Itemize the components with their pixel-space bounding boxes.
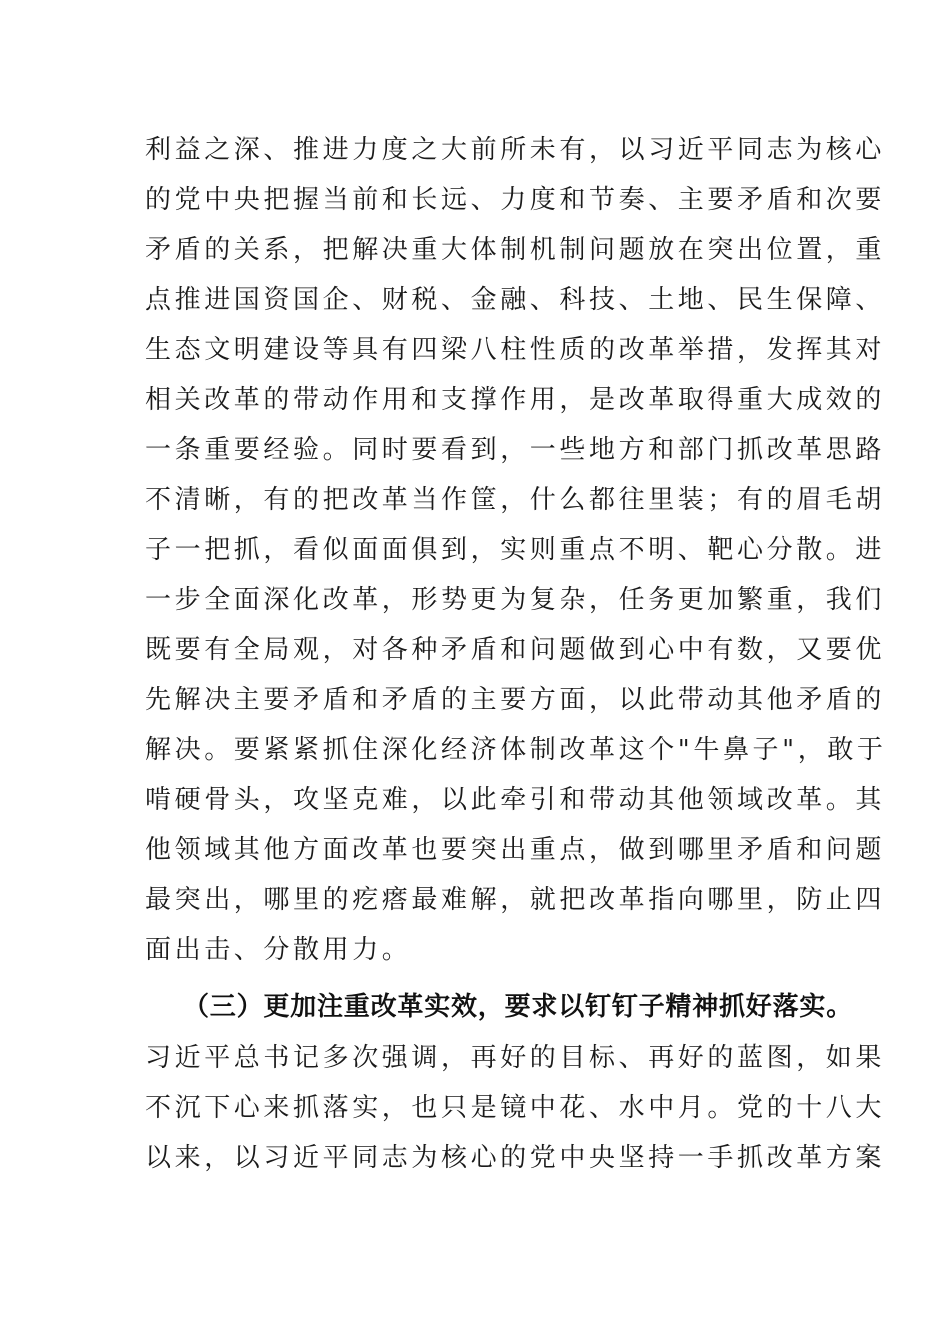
body-line: 一步全面深化改革，形势更为复杂，任务更加繁重，我们 [145,585,886,615]
body-line: 既要有全局观，对各种矛盾和问题做到心中有数，又要优 [145,635,886,665]
body-line: 以来，以习近平同志为核心的党中央坚持一手抓改革方案 [145,1143,886,1173]
body-line: 他领域其他方面改革也要突出重点，做到哪里矛盾和问题 [145,835,886,865]
body-line: 最突出，哪里的疙瘩最难解，就把改革指向哪里，防止四 [145,885,886,915]
body-line: 不沉下心来抓落实，也只是镜中花、水中月。党的十八大 [145,1093,886,1123]
body-line: 相关改革的带动作用和支撑作用，是改革取得重大成效的 [145,385,886,415]
body-line: 解决。要紧紧抓住深化经济体制改革这个"牛鼻子"，敢于 [145,735,887,765]
body-line: 面出击、分散用力。 [145,935,412,965]
body-line: 的党中央把握当前和长远、力度和节奏、主要矛盾和次要 [145,185,886,215]
body-line: 子一把抓，看似面面俱到，实则重点不明、靶心分散。进 [145,535,886,565]
body-line: 生态文明建设等具有四梁八柱性质的改革举措，发挥其对 [145,335,886,365]
body-line: 利益之深、推进力度之大前所未有，以习近平同志为核心 [145,135,886,165]
body-line: 矛盾的关系，把解决重大体制机制问题放在突出位置，重 [145,235,886,265]
body-line: 啃硬骨头，攻坚克难，以此牵引和带动其他领域改革。其 [145,785,886,815]
body-line: 点推进国资国企、财税、金融、科技、土地、民生保障、 [145,285,886,315]
section-heading: （三）更加注重改革实效，要求以钉钉子精神抓好落实。 [183,992,854,1022]
body-line: 不清晰，有的把改革当作筐，什么都往里装；有的眉毛胡 [145,485,886,515]
body-line: 习近平总书记多次强调，再好的目标、再好的蓝图，如果 [145,1043,886,1073]
body-line: 一条重要经验。同时要看到，一些地方和部门抓改革思路 [145,435,886,465]
body-line: 先解决主要矛盾和矛盾的主要方面，以此带动其他矛盾的 [145,685,886,715]
